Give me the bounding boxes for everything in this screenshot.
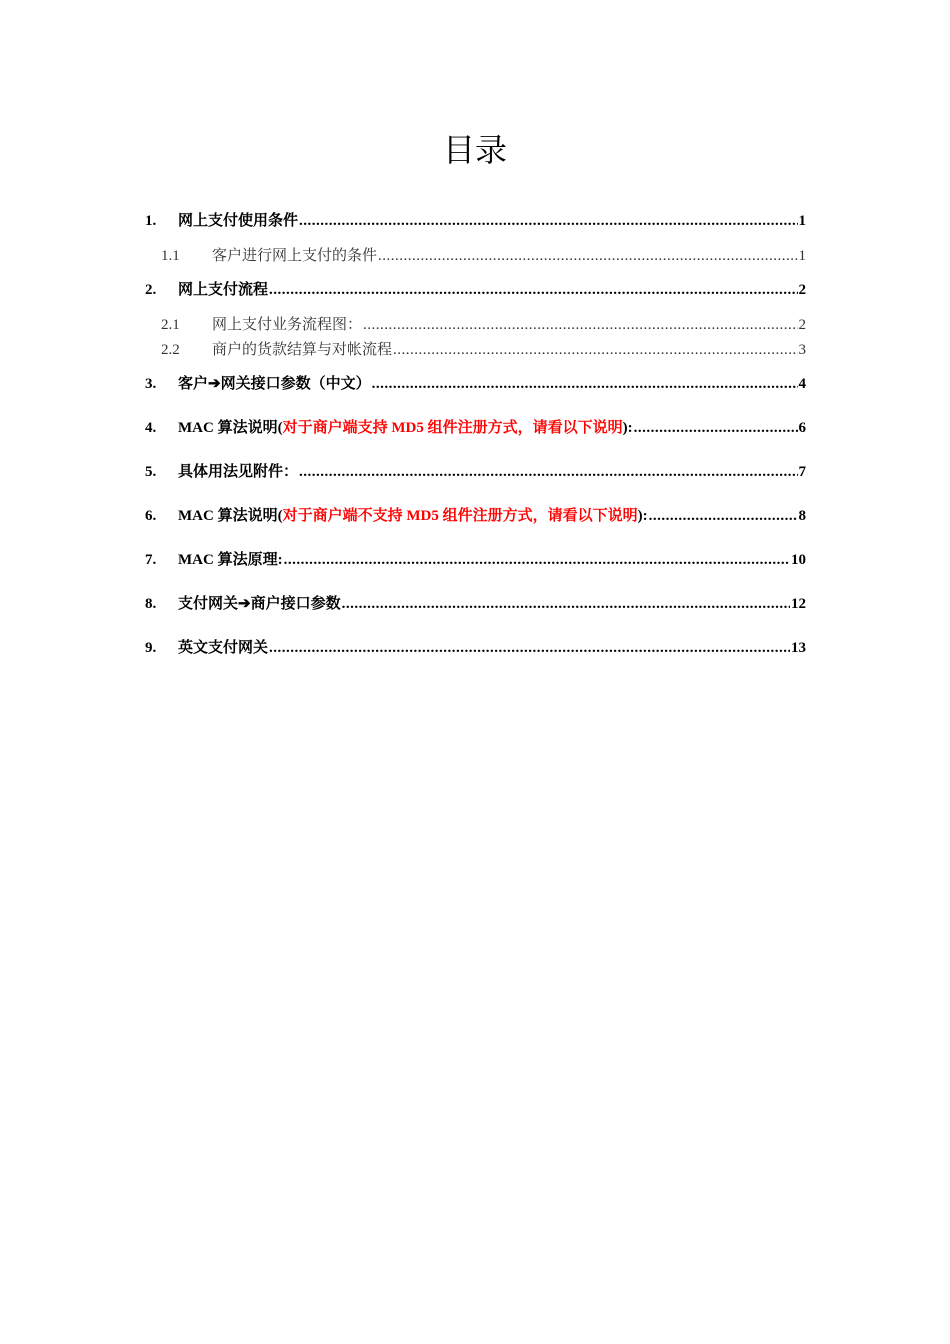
toc-entry-2-1[interactable] bbox=[145, 315, 806, 335]
toc-dot-leader bbox=[363, 315, 797, 335]
toc-entry-title-text: 支付网关 bbox=[178, 596, 239, 612]
toc-entry-title-text: 网上支付使用条件 bbox=[178, 213, 299, 229]
toc-entry-7[interactable] bbox=[145, 550, 806, 570]
toc-entry-1[interactable] bbox=[145, 211, 806, 231]
toc-page-number: 7 bbox=[798, 464, 806, 480]
toc-entry-title-text: 客户进行网上支付的条件 bbox=[212, 248, 378, 264]
toc-dot-leader bbox=[634, 418, 798, 438]
toc-entry-number: 7. bbox=[145, 552, 157, 568]
toc-page-number: 4 bbox=[798, 376, 806, 392]
toc-dot-leader bbox=[284, 550, 790, 570]
toc-entry-title bbox=[178, 418, 633, 438]
toc-entry-number: 1. bbox=[145, 213, 157, 229]
toc-page-number: 3 bbox=[798, 342, 806, 358]
arrow-right-icon: ➔ bbox=[208, 376, 221, 392]
toc-entry-number: 1.1 bbox=[161, 248, 180, 264]
toc-entry-highlight-text: 对于商户端支持 MD5 组件注册方式，请看以下说明 bbox=[282, 420, 623, 436]
toc-page-number: 6 bbox=[798, 420, 806, 436]
toc-dot-leader bbox=[393, 340, 797, 360]
toc-page-number: 1 bbox=[798, 248, 806, 264]
toc-entry-number: 6. bbox=[145, 508, 157, 524]
toc-entry-number: 2.2 bbox=[161, 342, 180, 358]
toc-entry-title bbox=[178, 374, 371, 394]
toc-entry-3[interactable] bbox=[145, 374, 806, 394]
toc-entry-1-1[interactable] bbox=[145, 246, 806, 266]
toc-dot-leader bbox=[649, 506, 798, 526]
toc-entry-number: 4. bbox=[145, 420, 157, 436]
toc-entry-title bbox=[178, 550, 283, 570]
toc-entry-title-text: 英文支付网关 bbox=[178, 640, 269, 656]
toc-entry-title-text: 商户的货款结算与对帐流程 bbox=[212, 342, 393, 358]
toc-entry-title bbox=[178, 506, 648, 526]
toc-dot-leader bbox=[372, 374, 798, 394]
toc-entry-number: 5. bbox=[145, 464, 157, 480]
toc-dot-leader bbox=[269, 280, 797, 300]
toc-entry-highlight-text: 对于商户端不支持 MD5 组件注册方式，请看以下说明 bbox=[282, 508, 638, 524]
toc-entry-title-text: 网关接口参数（中文） bbox=[220, 376, 371, 392]
toc-entry-title-text: ): bbox=[637, 508, 648, 524]
toc-entry-number: 8. bbox=[145, 596, 157, 612]
toc-entry-number: 3. bbox=[145, 376, 157, 392]
toc-dot-leader bbox=[299, 211, 797, 231]
toc-entry-title-text: 网上支付业务流程图： bbox=[212, 317, 363, 333]
toc-entry-title-text: 网上支付流程 bbox=[178, 282, 269, 298]
toc-entry-title bbox=[178, 211, 298, 231]
toc-entry-9[interactable] bbox=[145, 638, 806, 658]
toc-entry-title-text: 具体用法见附件： bbox=[178, 464, 299, 480]
toc-entry-number: 2.1 bbox=[161, 317, 180, 333]
toc-entry-title bbox=[178, 280, 268, 300]
arrow-right-icon: ➔ bbox=[238, 596, 251, 612]
toc-entry-title bbox=[212, 340, 392, 360]
toc-page-number: 8 bbox=[798, 508, 806, 524]
toc-entry-title-text: 客户 bbox=[178, 376, 209, 392]
toc-entry-title bbox=[178, 594, 341, 614]
toc-dot-leader bbox=[299, 462, 797, 482]
toc-entry-title bbox=[178, 462, 298, 482]
toc-entry-number: 9. bbox=[145, 640, 157, 656]
toc-page-number: 12 bbox=[791, 596, 806, 612]
toc-entry-2[interactable] bbox=[145, 280, 806, 300]
toc-page-number: 10 bbox=[791, 552, 806, 568]
toc-entry-2-2[interactable] bbox=[145, 340, 806, 360]
toc-entry-number: 2. bbox=[145, 282, 157, 298]
toc-entry-4[interactable] bbox=[145, 418, 806, 438]
toc-entry-5[interactable] bbox=[145, 462, 806, 482]
toc-entry-title-text: MAC 算法说明( bbox=[178, 420, 283, 436]
toc-entry-title-text: MAC 算法说明( bbox=[178, 508, 283, 524]
toc-entry-title bbox=[212, 315, 362, 335]
toc-entry-title-text: ): bbox=[622, 420, 633, 436]
page-title: 目录 bbox=[442, 132, 507, 168]
toc-entry-title bbox=[212, 246, 377, 266]
toc-entry-title bbox=[178, 638, 268, 658]
toc-entry-title-text: 商户接口参数 bbox=[250, 596, 341, 612]
toc-dot-leader bbox=[342, 594, 790, 614]
toc-page-number: 2 bbox=[798, 282, 806, 298]
toc-entry-title-text: MAC 算法原理: bbox=[178, 552, 283, 568]
toc-page-number: 2 bbox=[798, 317, 806, 333]
toc-page-number: 13 bbox=[791, 640, 806, 656]
toc-page-number: 1 bbox=[798, 213, 806, 229]
toc-dot-leader bbox=[378, 246, 797, 266]
toc-dot-leader bbox=[269, 638, 790, 658]
toc-entry-6[interactable] bbox=[145, 506, 806, 526]
toc-entry-8[interactable] bbox=[145, 594, 806, 614]
